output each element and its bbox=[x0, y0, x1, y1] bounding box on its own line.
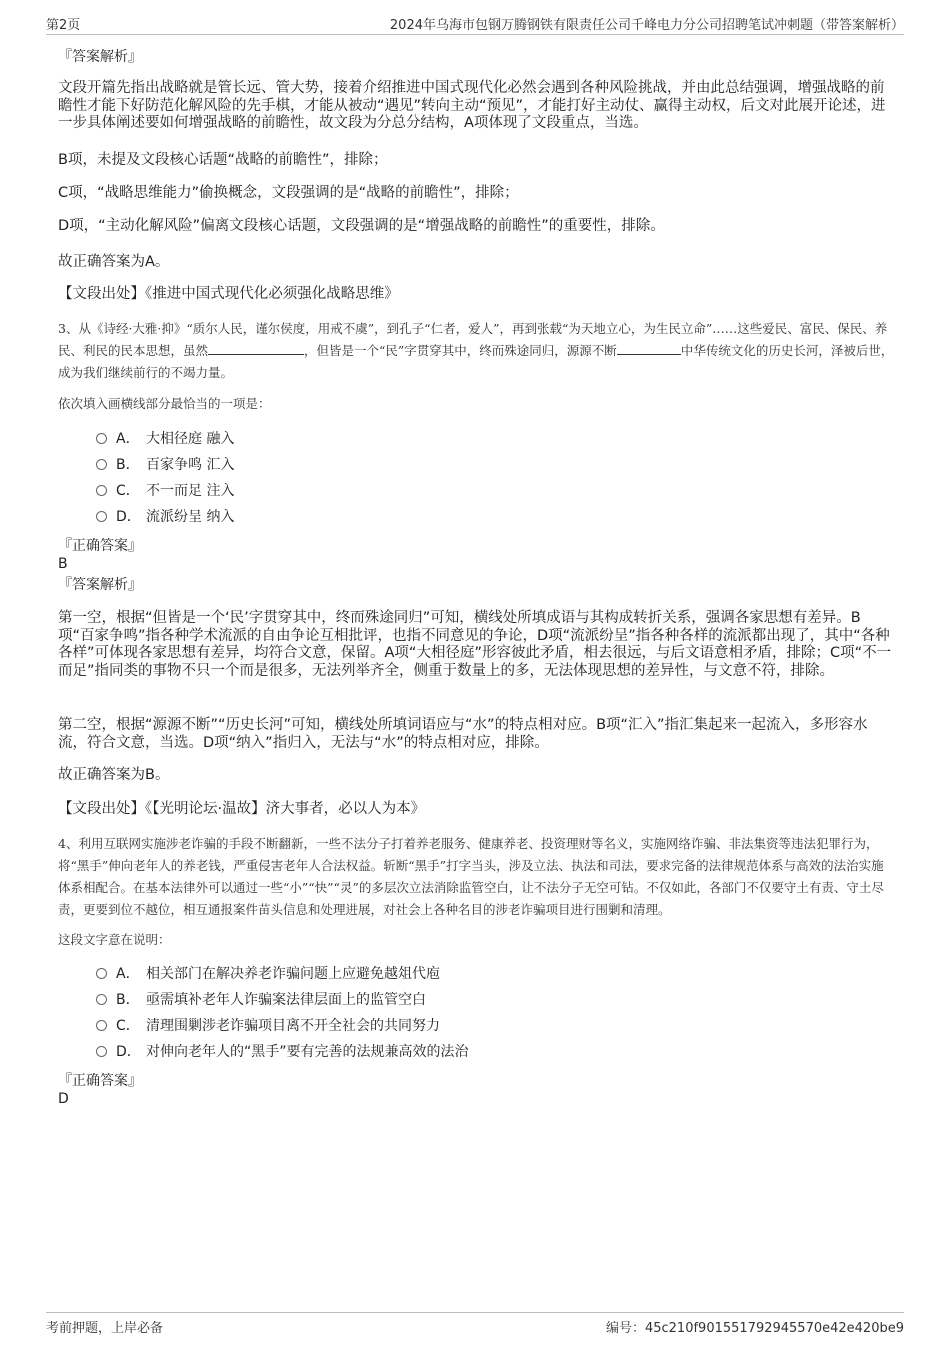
radio-icon[interactable] bbox=[96, 433, 107, 444]
q2-analysis-p4: D项，“主动化解风险”偏离文段核心话题，文段强调的是“增强战略的前瞻性”的重要性，排除。 bbox=[58, 218, 665, 234]
q2-conclusion: 故正确答案为A。 bbox=[58, 254, 170, 270]
q4-option-a[interactable]: A． 相关部门在解决养老诈骗问题上应避免越俎代庖 bbox=[96, 964, 440, 984]
q3-blank-2 bbox=[617, 342, 681, 355]
q4-option-d[interactable]: D． 对伸向老年人的“黑手”要有完善的法规兼高效的法治 bbox=[96, 1042, 469, 1062]
q2-analysis-p3: C项，“战略思维能力”偷换概念，文段强调的是“战略的前瞻性”，排除； bbox=[58, 185, 519, 201]
q3-answer-label: 『正确答案』 bbox=[58, 538, 142, 554]
page-number: 第2页 bbox=[46, 18, 81, 33]
q3-prompt: 依次填入画横线部分最恰当的一项是： bbox=[58, 396, 271, 411]
q2-source: 【文段出处】《推进中国式现代化必须强化战略思维》 bbox=[58, 286, 399, 302]
q3-option-b[interactable]: B． 百家争鸣 汇入 bbox=[96, 455, 234, 475]
q3-stem-b: ，但皆是一个“民”字贯穿其中，终而殊途同归，源源不断 bbox=[304, 343, 617, 358]
footer-slogan: 考前押题，上岸必备 bbox=[46, 1321, 164, 1336]
q4-prompt: 这段文字意在说明： bbox=[58, 932, 171, 947]
q3-stem-c: 中华传统文化的历史长河，泽被后世，成为我们继续前行的不竭力量。 bbox=[58, 343, 894, 380]
q3-stem-a: 3、从《诗经·大雅·抑》“质尔人民，谨尔侯度，用戒不虞”，到孔子“仁者，爱人”，再到张载“为天地立心，为生民立命”……这些爱民、富民、保民、养民、利民的民本思想，虽然 bbox=[58, 321, 888, 358]
q2-analysis-p2: B项，未提及文段核心话题“战略的前瞻性”，排除； bbox=[58, 152, 388, 168]
q3-answer: B bbox=[58, 556, 68, 572]
page-footer bbox=[46, 1312, 904, 1335]
radio-icon[interactable] bbox=[96, 968, 107, 979]
radio-icon[interactable] bbox=[96, 485, 107, 496]
q4-stem: 4、利用互联网实施涉老诈骗的手段不断翻新，一些不法分子打着养老服务、健康养老、投资理财等名义，实施网络诈骗、非法集资等违法犯罪行为，将“黑手”伸向老年人的养老钱，严重侵害老年人合法权益。斩断“黑手”打字当头，涉及立法、执法和司法，要求完备的法律规范体系与高效的法治实施体系相配合。在基本法律外可以通过一些“小”“快”“灵”的多层次立法消除监管空白，让不法分子无空可钻。不仅如此，各部门不仅要守土有责、守土尽责，更要到位不越位，相互通报案件苗头信息和处理进展，对社会上各种名目的涉老诈骗项目进行围剿和清理。 bbox=[58, 836, 884, 917]
q4-answer: D bbox=[58, 1091, 69, 1107]
q4-option-c[interactable]: C． 清理围剿涉老诈骗项目离不开全社会的共同努力 bbox=[96, 1016, 440, 1036]
q4-option-b[interactable]: B． 亟需填补老年人诈骗案法律层面上的监管空白 bbox=[96, 990, 426, 1010]
radio-icon[interactable] bbox=[96, 994, 107, 1005]
q3-blank-1 bbox=[208, 342, 304, 355]
q3-analysis-p1: 第一空，根据“但皆是一个‘民’字贯穿其中，终而殊途同归”可知，横线处所填成语与其构成转折关系，强调各家思想有差异。B项“百家争鸣”指各种学术流派的自由争论互相批评，也指不同意见的争论，D项“流派纷呈”指各种各样的流派都出现了，其中“各种各样”可体现各家思想有差异，均符合文意，保留。A项“大相径庭”形容彼此矛盾，相去很远，与后文语意相矛盾，排除；C项“不一而足”指同类的事物不只一个而是很多，无法列举齐全，侧重于数量上的多，无法体现思想的差异性，与文意不符，排除。 bbox=[58, 610, 892, 679]
q2-analysis-p1: 文段开篇先指出战略就是管长远、管大势，接着介绍推进中国式现代化必然会遇到各种风险挑战，并由此总结强调，增强战略的前瞻性才能下好防范化解风险的先手棋，才能从被动“遇见”转向主动“预见”，才能打好主动仗、赢得主动权，后文对此展开论述，进一步具体阐述要如何增强战略的前瞻性，故文段为分总分结构，A项体现了文段重点，当选。 bbox=[58, 80, 886, 131]
radio-icon[interactable] bbox=[96, 459, 107, 470]
q3-conclusion: 故正确答案为B。 bbox=[58, 767, 170, 783]
q3-option-d[interactable]: D． 流派纷呈 纳入 bbox=[96, 507, 234, 527]
q4-answer-label: 『正确答案』 bbox=[58, 1073, 142, 1089]
document-id: 编号：45c210f901551792945570e42e420be9 bbox=[605, 1321, 904, 1336]
q3-analysis-p2: 第二空，根据“源源不断”“历史长河”可知，横线处所填词语应与“水”的特点相对应。B项“汇入”指汇集起来一起流入，多形容水流，符合文意，当选。D项“纳入”指归入，无法与“水”的特点相对应，排除。 bbox=[58, 717, 868, 751]
radio-icon[interactable] bbox=[96, 511, 107, 522]
page-header bbox=[46, 14, 904, 35]
radio-icon[interactable] bbox=[96, 1020, 107, 1031]
q3-stem bbox=[58, 318, 894, 384]
q2-analysis-label: 『答案解析』 bbox=[58, 49, 142, 65]
q3-source: 【文段出处】《【光明论坛·温故】济大事者，必以人为本》 bbox=[58, 801, 426, 817]
q3-option-a[interactable]: A． 大相径庭 融入 bbox=[96, 429, 234, 449]
document-title: 2024年乌海市包钢万腾钢铁有限责任公司千峰电力分公司招聘笔试冲刺题（带答案解析） bbox=[389, 18, 904, 33]
radio-icon[interactable] bbox=[96, 1046, 107, 1057]
q3-option-c[interactable]: C． 不一而足 注入 bbox=[96, 481, 234, 501]
q3-analysis-label: 『答案解析』 bbox=[58, 577, 142, 593]
